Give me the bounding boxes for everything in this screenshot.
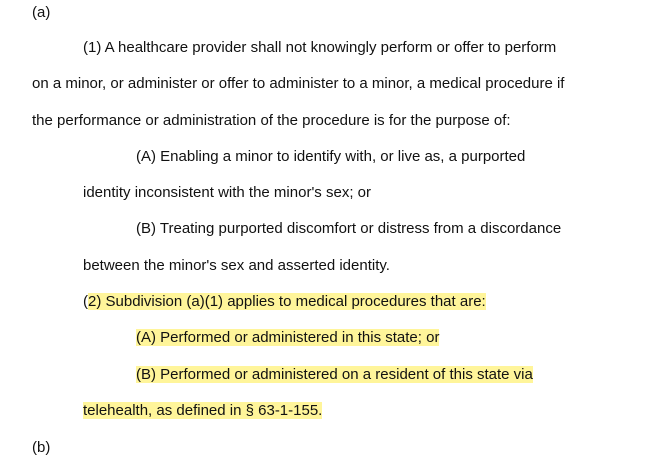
item-b-line-2: between the minor's sex and asserted identity. — [83, 257, 390, 274]
paragraph-2-item-b-highlighted-text-2: telehealth, as defined in § 63-1-155. — [83, 402, 323, 419]
paragraph-2-highlighted-text: 2) Subdivision (a)(1) applies to medical procedures that are: — [88, 293, 486, 310]
subsection-a-label: (a) — [32, 4, 51, 21]
paragraph-2-item-a — [136, 329, 439, 347]
paragraph-1-line-1: (1) A healthcare provider shall not knowingly perform or offer to perform — [83, 39, 557, 56]
paragraph-1-line-3: the performance or administration of the procedure is for the purpose of: — [32, 112, 511, 129]
paragraph-2-line — [83, 293, 486, 311]
item-a-line-1: (A) Enabling a minor to identify with, or live as, a purported — [136, 148, 526, 165]
paragraph-2-prefix: ( — [83, 293, 88, 310]
paragraph-2-item-b-line-2 — [83, 402, 322, 420]
paragraph-2-item-a-highlighted-text: (A) Performed or administered in this state; or — [136, 329, 440, 346]
item-a-line-2: identity inconsistent with the minor's sex; or — [83, 184, 371, 201]
item-b-line-1: (B) Treating purported discomfort or distress from a discordance — [136, 220, 562, 237]
paragraph-1-line-2: on a minor, or administer or offer to administer to a minor, a medical procedure if — [32, 75, 565, 92]
paragraph-2-item-b-line-1 — [136, 366, 533, 384]
paragraph-2-item-b-highlighted-text-1: (B) Performed or administered on a resident of this state via — [136, 366, 533, 383]
subsection-b-label: (b) — [32, 439, 51, 456]
